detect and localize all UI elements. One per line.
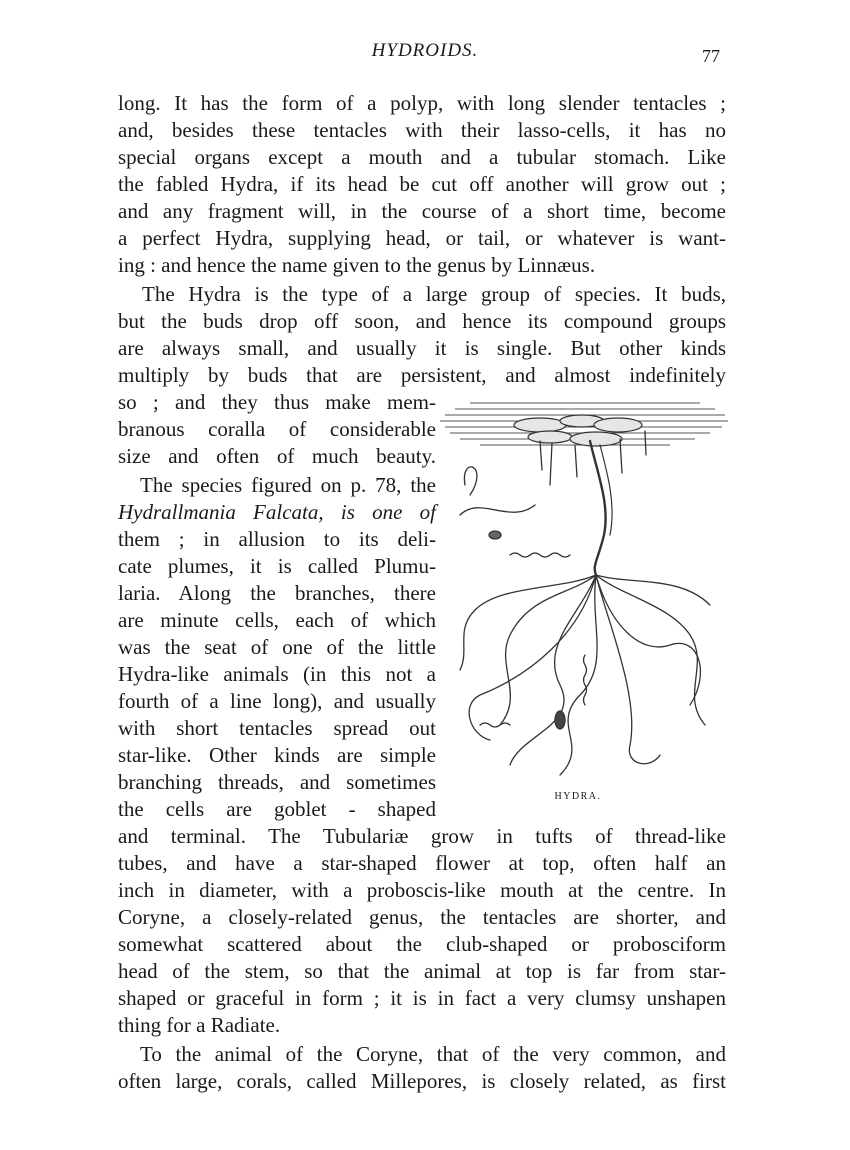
text-line: are minute cells, each of which — [118, 608, 436, 632]
text-line: cate plumes, it is called Plumu- — [118, 554, 436, 578]
text-line: so ; and they thus make mem- — [118, 390, 436, 414]
text-line: long. It has the form of a polyp, with long slender tentacles ; — [118, 91, 726, 115]
paragraph-first-line: To the animal of the Coryne, that of the very common, and — [140, 1042, 726, 1066]
hydra-illustration — [440, 395, 730, 785]
text-line: Coryne, a closely-related genus, the tentacles are shorter, and — [118, 905, 726, 929]
text-line: them ; in allusion to its deli- — [118, 527, 436, 551]
paragraph-first-line: The species figured on p. 78, the — [140, 473, 436, 497]
paragraph-first-line: The Hydra is the type of a large group of species. It buds, — [142, 282, 726, 306]
text-line: multiply by buds that are persistent, and almost indefinitely — [118, 363, 726, 387]
text-line: and, besides these tentacles with their lasso-cells, it has no — [118, 118, 726, 142]
text-line: shaped or graceful in form ; it is in fact a very clumsy unshapen — [118, 986, 726, 1010]
text-line: was the seat of one of the little — [118, 635, 436, 659]
text-line: size and often of much beauty. — [118, 444, 436, 468]
text-line: fourth of a line long), and usually — [118, 689, 436, 713]
text-line: head of the stem, so that the animal at top is far from star- — [118, 959, 726, 983]
text-line: laria. Along the branches, there — [118, 581, 436, 605]
text-line: thing for a Radiate. — [118, 1013, 281, 1037]
text-line: ing : and hence the name given to the genus by Linnæus. — [118, 253, 596, 277]
text-line: branching threads, and sometimes — [118, 770, 436, 794]
figure-caption: HYDRA. — [554, 791, 602, 802]
text-line: with short tentacles spread out — [118, 716, 436, 740]
text-line: but the buds drop off soon, and hence its compound groups — [118, 309, 726, 333]
text-line: Hydrallmania Falcata, is one of — [118, 500, 436, 524]
text-line: and any fragment will, in the course of a short time, become — [118, 199, 726, 223]
text-line: are always small, and usually it is single. But other kinds — [118, 336, 726, 360]
text-line: often large, corals, called Millepores, is closely related, as first — [118, 1069, 726, 1093]
text-line: tubes, and have a star-shaped flower at top, often half an — [118, 851, 726, 875]
text-line: the cells are goblet - shaped — [118, 797, 436, 821]
page-number: 77 — [702, 46, 720, 66]
text-line: a perfect Hydra, supplying head, or tail, or whatever is want- — [118, 226, 726, 250]
text-line: inch in diameter, with a proboscis-like mouth at the centre. In — [118, 878, 726, 902]
text-line: special organs except a mouth and a tubular stomach. Like — [118, 145, 726, 169]
text-line: branous coralla of considerable — [118, 417, 436, 441]
text-line: Hydra-like animals (in this not a — [118, 662, 436, 686]
text-line: star-like. Other kinds are simple — [118, 743, 436, 767]
text-line: and terminal. The Tubulariæ grow in tufts of thread-like — [118, 824, 726, 848]
text-line: somewhat scattered about the club-shaped or probosciform — [118, 932, 726, 956]
text-line: the fabled Hydra, if its head be cut off another will grow out ; — [118, 172, 726, 196]
running-head: HYDROIDS. — [371, 40, 479, 61]
